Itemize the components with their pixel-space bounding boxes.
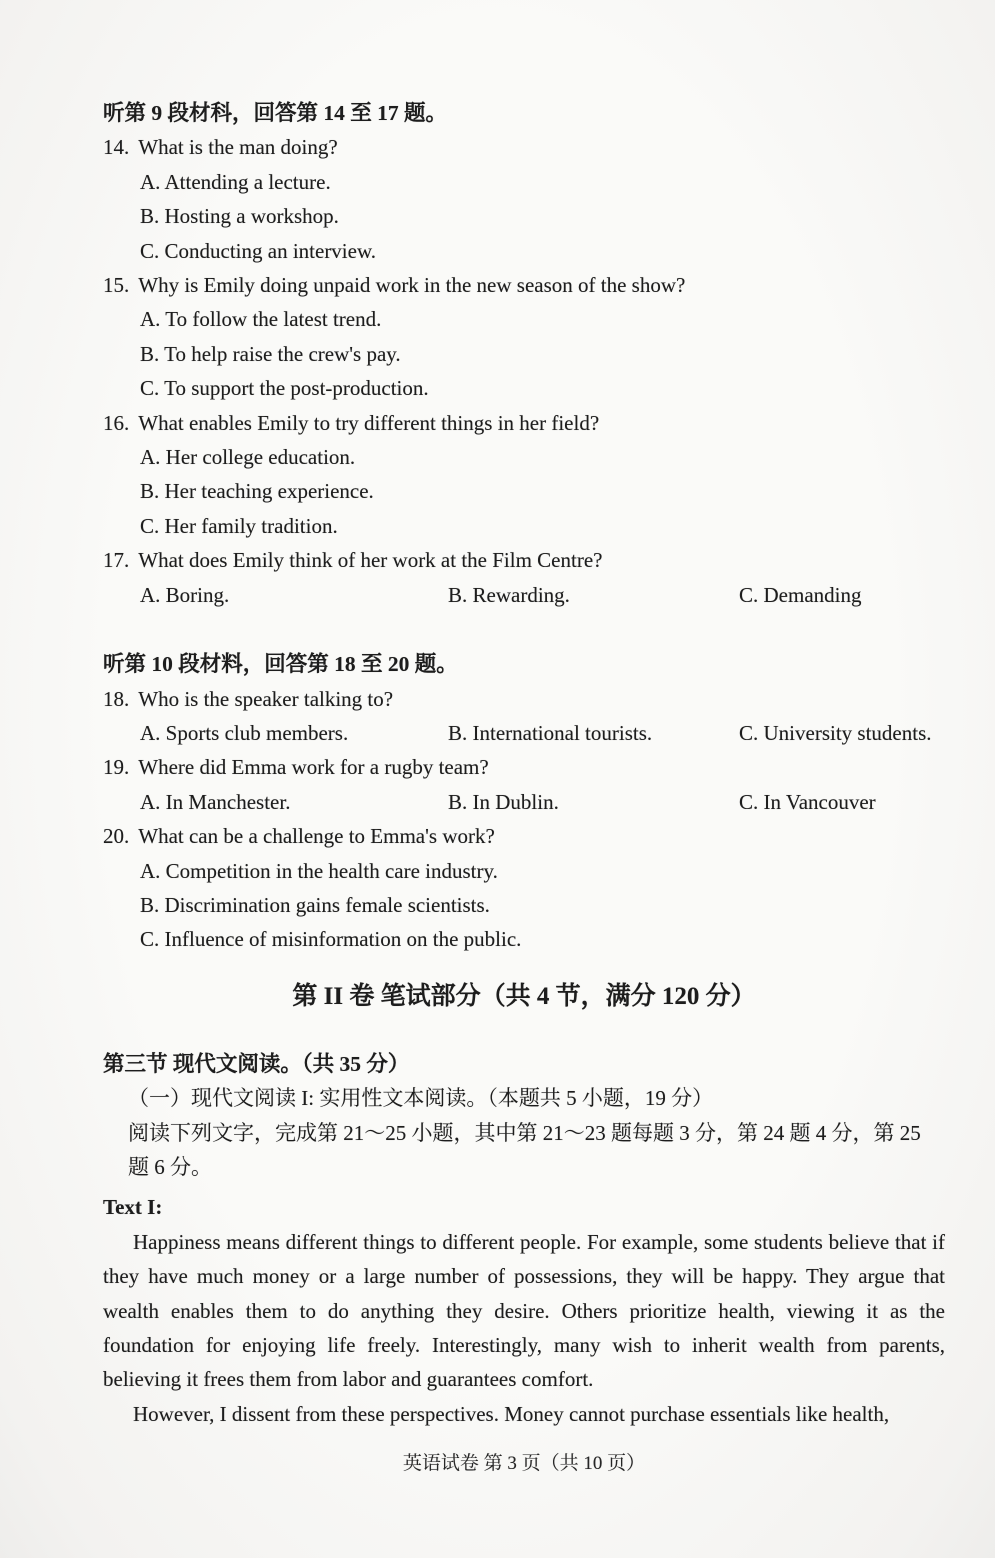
option-20-a: A. Competition in the health care industry.	[140, 858, 498, 883]
question-17	[103, 543, 945, 612]
question-14-number: 14.	[103, 135, 130, 160]
section3-heading: 第三节 现代文阅读。（共 35 分）	[103, 1051, 410, 1076]
question-16-stem	[103, 406, 945, 440]
question-18-options	[140, 716, 945, 750]
question-16-text: What enables Emily to try different things in her field?	[138, 410, 600, 435]
question-18-number: 18.	[103, 686, 130, 711]
option-18-c: C. University students.	[739, 720, 932, 745]
text1-label: Text I:	[103, 1195, 163, 1220]
question-15-text: Why is Emily doing unpaid work in the new season of the show?	[138, 273, 686, 298]
option-19-b: B. In Dublin.	[448, 789, 559, 814]
question-16-number: 16.	[103, 410, 130, 435]
question-17-options	[140, 578, 945, 612]
option-19-c: C. In Vancouver	[739, 789, 876, 814]
option-15-b: B. To help raise the crew's pay.	[140, 341, 401, 366]
question-19-options	[140, 785, 945, 819]
question-15-stem	[103, 268, 945, 302]
option-17-b: B. Rewarding.	[448, 582, 570, 607]
option-16-a: A. Her college education.	[140, 445, 356, 470]
part10-heading: 听第 10 段材料，回答第 18 至 20 题。	[103, 652, 458, 677]
subsection-line: （一）现代文阅读 I: 实用性文本阅读。（本题共 5 小题，19 分）	[128, 1086, 714, 1111]
option-14-b: B. Hosting a workshop.	[140, 204, 339, 229]
part9-heading: 听第 9 段材科，回答第 14 至 17 题。	[103, 101, 448, 125]
option-16-b: B. Her teaching experience.	[140, 479, 374, 504]
page-footer: 英语试卷 第 3 页（共 10 页）	[402, 1453, 646, 1475]
option-14-c: C. Conducting an interview.	[140, 238, 377, 263]
question-20-text: What can be a challenge to Emma's work?	[138, 824, 495, 849]
question-16	[103, 406, 945, 544]
question-20-number: 20.	[103, 824, 130, 849]
question-14-text: What is the man doing?	[138, 135, 338, 160]
option-14-a: A. Attending a lecture.	[140, 169, 331, 194]
option-18-b: B. International tourists.	[448, 720, 653, 745]
option-17-a: A. Boring.	[140, 582, 230, 607]
question-20-stem	[103, 819, 945, 853]
question-14	[103, 130, 945, 268]
option-20-b: B. Discrimination gains female scientists.	[140, 892, 490, 917]
volume-heading: 第 II 卷 笔试部分（共 4 节，满分 120 分）	[292, 982, 756, 1010]
question-20	[103, 819, 945, 957]
option-15-c: C. To support the post-production.	[140, 376, 429, 401]
option-16-c: C. Her family tradition.	[140, 513, 338, 538]
text1-paragraph-1: Happiness means different things to different people. For example, some students believe that if they have much money or a large number of possessions, they will be happy. They argue that wealth enables them to do anything they desire. Others prioritize health, viewing it as the foundation for enjoying life freely. Interestingly, many wish to inherit wealth from parents, believing it frees them from labor and guarantees comfort.	[103, 1229, 945, 1392]
question-17-stem	[103, 543, 945, 577]
question-18-stem	[103, 682, 945, 716]
question-15-number: 15.	[103, 273, 130, 298]
question-17-text: What does Emily think of her work at the Film Centre?	[138, 548, 603, 573]
instructions-line: 阅读下列文字，完成第 21～25 小题，其中第 21～23 题每题 3 分，第 24 题 4 分，第 25 题 6 分。	[128, 1120, 921, 1179]
option-18-a: A. Sports club members.	[140, 720, 349, 745]
question-15	[103, 268, 945, 406]
option-20-c: C. Influence of misinformation on the public.	[140, 927, 522, 952]
question-18	[103, 682, 945, 751]
option-19-a: A. In Manchester.	[140, 789, 291, 814]
option-17-c: C. Demanding	[739, 582, 862, 607]
question-18-text: Who is the speaker talking to?	[138, 686, 394, 711]
question-19-text: Where did Emma work for a rugby team?	[138, 755, 489, 780]
question-14-stem	[103, 130, 945, 164]
question-19-stem	[103, 750, 945, 784]
question-19-number: 19.	[103, 755, 130, 780]
option-15-a: A. To follow the latest trend.	[140, 307, 382, 332]
question-19	[103, 750, 945, 819]
question-17-number: 17.	[103, 548, 130, 573]
text1-paragraph-2: However, I dissent from these perspectives. Money cannot purchase essentials like health,	[133, 1401, 890, 1426]
